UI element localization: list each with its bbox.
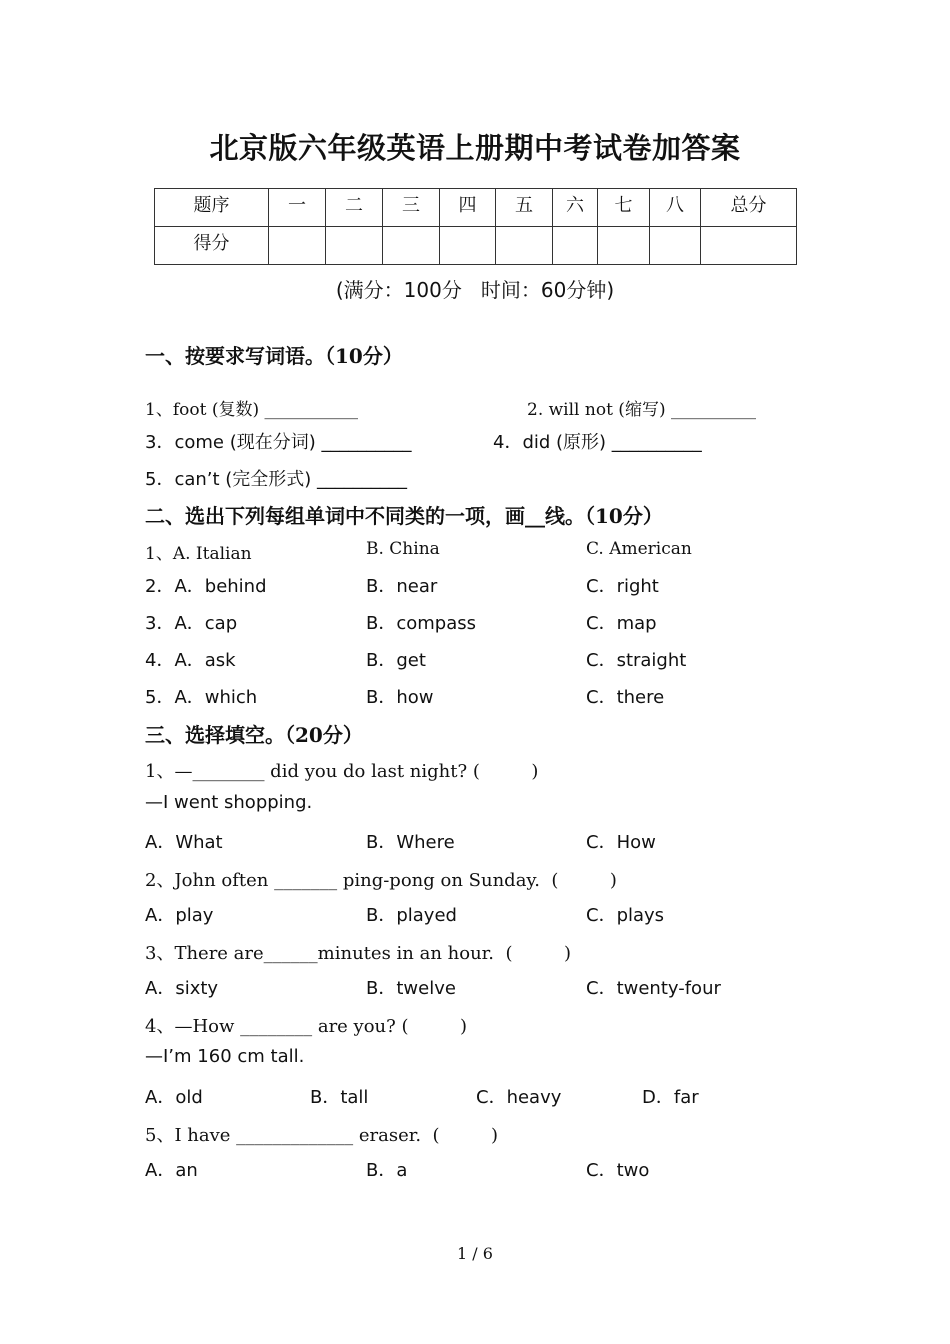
score-cell[interactable] [553, 227, 598, 265]
score-table-score-row [155, 227, 797, 265]
question-stem: 2、John often _______ ping-pong on Sunday. ( ) [145, 870, 617, 891]
section3-heading: 三、选择填空。（20分） [145, 723, 363, 747]
section2-option: 2．A．behind [145, 576, 267, 597]
answer-option: B．played [366, 905, 457, 926]
score-header-cell: 总分 [701, 189, 797, 227]
answer-option: B．tall [310, 1087, 369, 1108]
score-cell[interactable] [496, 227, 553, 265]
section2-option: 1、A. Italian [145, 544, 252, 564]
answer-option: C．How [586, 832, 656, 853]
score-row-label: 得分 [155, 227, 269, 265]
section2-option: 5．A．which [145, 687, 258, 708]
page-title: 北京版六年级英语上册期中考试卷加答案 [209, 131, 741, 165]
section2-option: C．straight [586, 650, 687, 671]
question-stem: 3、There are______minutes in an hour. ( ) [145, 943, 571, 964]
answer-option: B．twelve [366, 978, 456, 999]
question-stem: 5、I have _____________ eraser. ( ) [145, 1125, 499, 1146]
section2-option: C．there [586, 687, 665, 708]
score-header-cell: 题序 [155, 189, 269, 227]
score-header-cell: 八 [650, 189, 701, 227]
section2-heading: 二、选出下列每组单词中不同类的一项，画__线。（10分） [145, 504, 663, 528]
exam-note: (满分：100分 时间：60分钟) [335, 278, 615, 302]
answer-option: A．old [145, 1087, 203, 1108]
score-header-cell: 七 [598, 189, 650, 227]
score-cell[interactable] [383, 227, 440, 265]
answer-option: C．plays [586, 905, 665, 926]
answer-option: A．play [145, 905, 214, 926]
section1-item: 1、foot (复数) ___________ [145, 400, 358, 420]
section2-option: B．compass [366, 613, 477, 634]
score-table-header-row [155, 189, 797, 227]
score-table [154, 188, 797, 265]
question-stem: 1、—________ did you do last night? ( ) [145, 761, 539, 782]
score-cell[interactable] [650, 227, 701, 265]
answer-option: C．two [586, 1160, 650, 1181]
section2-option: C. American [586, 539, 692, 559]
section2-option: B．get [366, 650, 426, 671]
section2-option: C．right [586, 576, 659, 597]
section2-option: C．map [586, 613, 657, 634]
score-header-cell: 五 [496, 189, 553, 227]
section2-option: 4．A．ask [145, 650, 236, 671]
section2-option: B．near [366, 576, 438, 597]
section1-heading: 一、按要求写词语。（10分） [145, 344, 403, 368]
score-cell[interactable] [701, 227, 797, 265]
section2-option: 3．A．cap [145, 613, 238, 634]
answer-option: D．far [642, 1087, 699, 1108]
score-cell[interactable] [440, 227, 496, 265]
section1-item: 4．did (原形) __________ [493, 432, 702, 453]
score-header-cell: 三 [383, 189, 440, 227]
answer-option: B．Where [366, 832, 455, 853]
section2-option: B．how [366, 687, 434, 708]
answer-option: B．a [366, 1160, 408, 1181]
score-cell[interactable] [598, 227, 650, 265]
section2-option: B. China [366, 539, 440, 559]
score-header-cell: 二 [326, 189, 383, 227]
section1-item: 3．come (现在分词) __________ [145, 432, 412, 453]
score-header-cell: 四 [440, 189, 496, 227]
question-stem: 4、—How ________ are you? ( ) [145, 1016, 468, 1037]
score-cell[interactable] [326, 227, 383, 265]
answer-option: C．twenty-four [586, 978, 721, 999]
section1-item: 5．can’t (完全形式) __________ [145, 469, 408, 490]
question-reply: —I’m 160 cm tall. [145, 1046, 305, 1067]
score-header-cell: 六 [553, 189, 598, 227]
question-reply: —I went shopping. [145, 792, 313, 813]
section1-item: 2. will not (缩写) __________ [527, 400, 756, 420]
answer-option: A．an [145, 1160, 198, 1181]
score-cell[interactable] [269, 227, 326, 265]
page-number: 1 / 6 [457, 1244, 493, 1263]
answer-option: A．What [145, 832, 223, 853]
score-header-cell: 一 [269, 189, 326, 227]
answer-option: C．heavy [476, 1087, 562, 1108]
answer-option: A．sixty [145, 978, 219, 999]
